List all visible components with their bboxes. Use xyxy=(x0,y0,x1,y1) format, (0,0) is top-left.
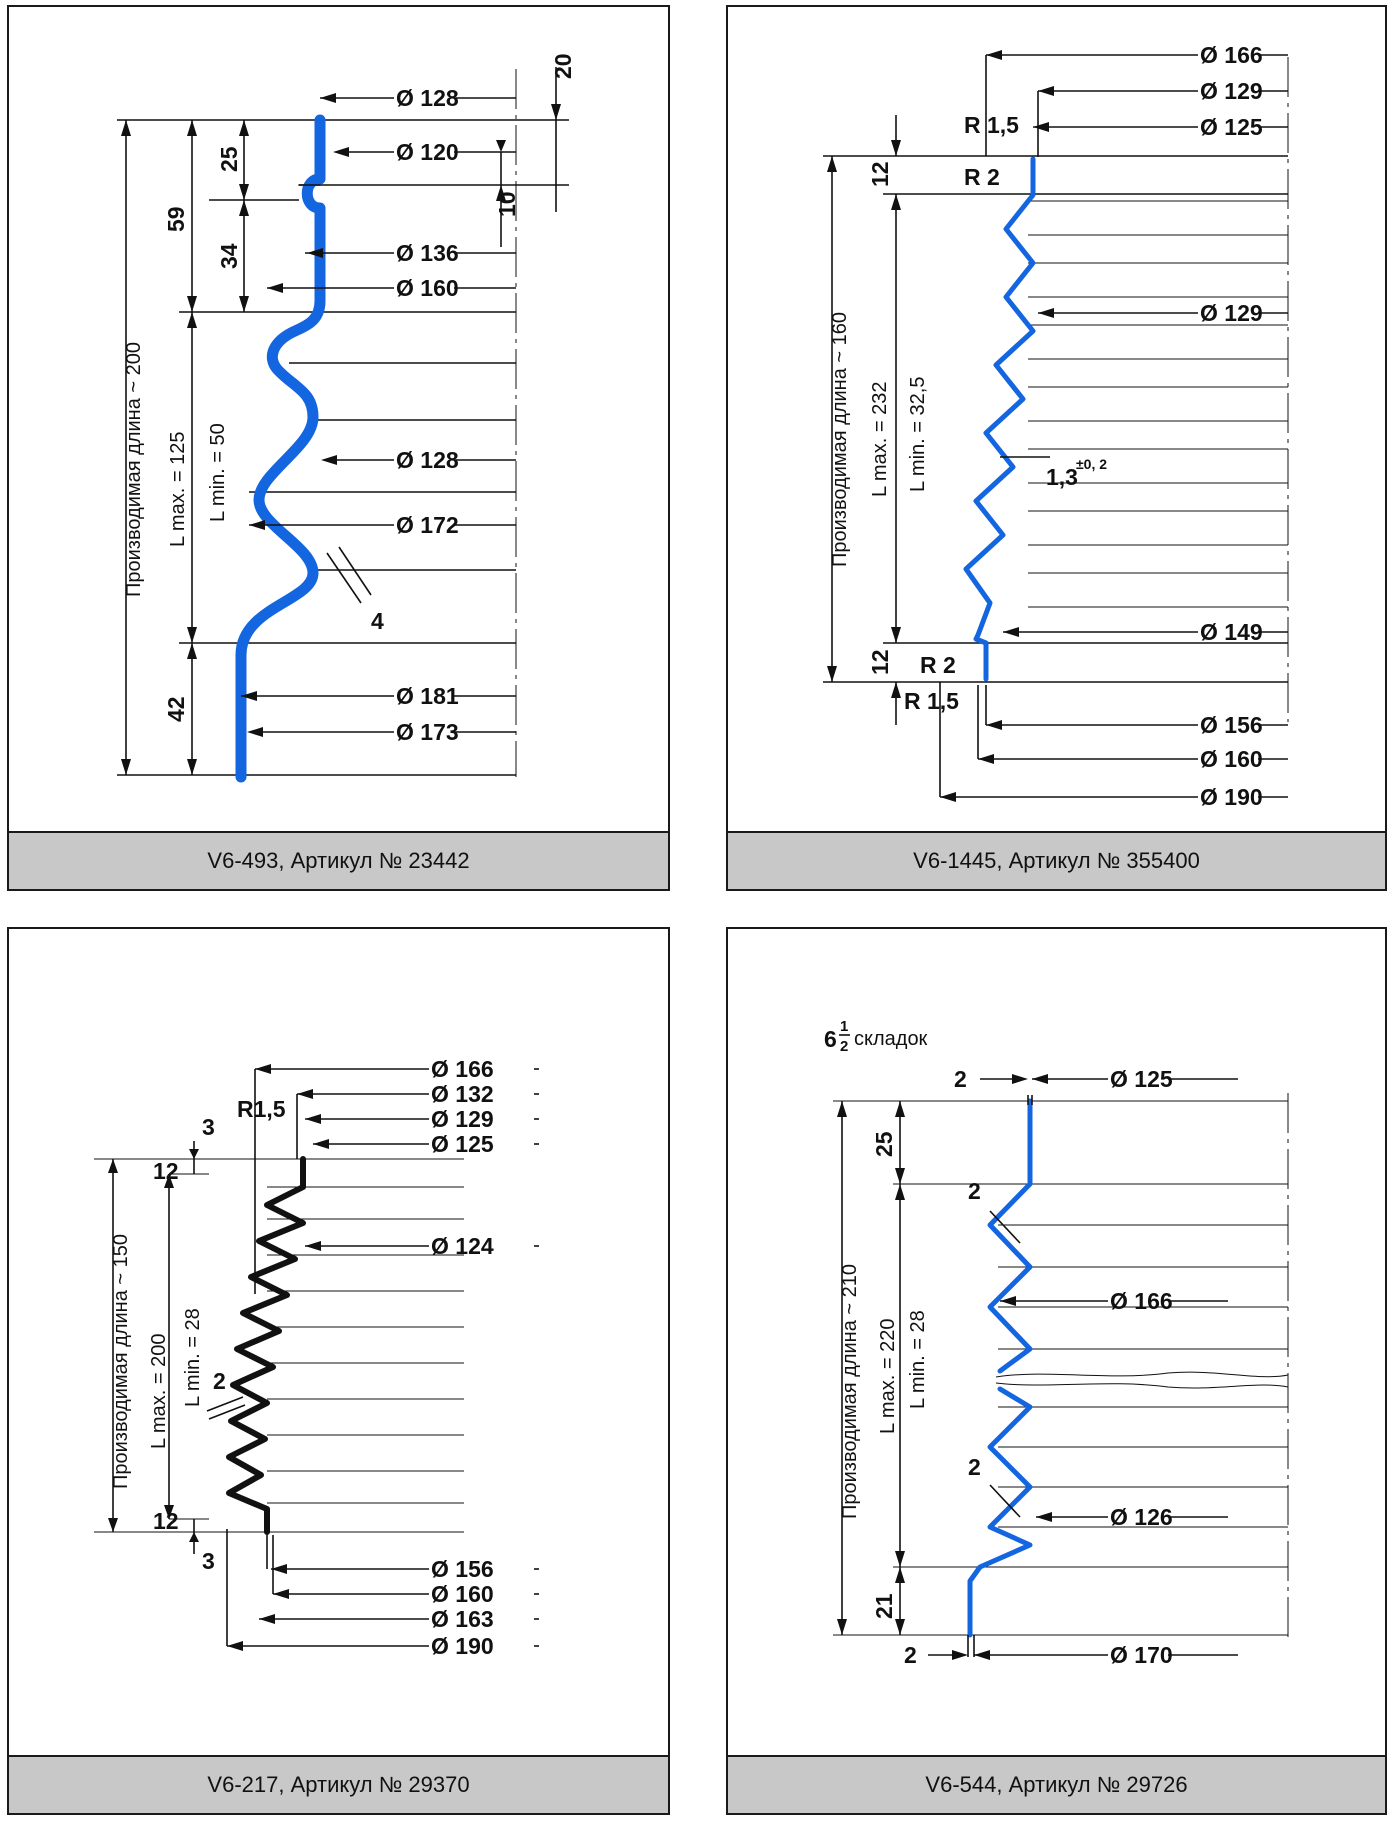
dim-d166: Ø 166 xyxy=(1110,1288,1173,1314)
wall-2-top: 2 xyxy=(954,1066,967,1092)
dim-d163: Ø 163 xyxy=(431,1606,494,1632)
dim-v12-bottom: 12 xyxy=(867,649,893,675)
bellows-drawing xyxy=(9,929,668,1757)
radius-1-5: R1,5 xyxy=(237,1096,286,1122)
dim-v59: 59 xyxy=(163,206,189,232)
dim-v3-bottom: 3 xyxy=(202,1548,215,1574)
dim-d172: Ø 172 xyxy=(396,512,459,538)
lmin-label: L min. = 28 xyxy=(182,1308,204,1407)
dim-v3-top: 3 xyxy=(202,1114,215,1140)
panel-caption: V6-217, Артикул № 29370 xyxy=(9,1755,668,1813)
svg-text:складок: складок xyxy=(854,1028,928,1050)
dim-v42: 42 xyxy=(163,696,189,722)
radius-1-5-bottom: R 1,5 xyxy=(904,688,959,714)
dim-thickness-4: 4 xyxy=(371,608,384,634)
dim-d181: Ø 181 xyxy=(396,683,459,709)
dim-v21: 21 xyxy=(871,1593,897,1619)
dim-v25: 25 xyxy=(216,146,242,172)
bellows-drawing xyxy=(728,929,1385,1757)
dim-d124: Ø 124 xyxy=(431,1233,494,1259)
svg-text:2: 2 xyxy=(840,1038,849,1055)
drawing-panel-v6-1445 xyxy=(726,5,1387,891)
dim-d120: Ø 120 xyxy=(396,139,459,165)
dim-d129-top: Ø 129 xyxy=(1200,78,1263,104)
dim-v10: 10 xyxy=(494,191,520,217)
drawing-panel-v6-217 xyxy=(7,927,670,1815)
dim-d128-mid: Ø 128 xyxy=(396,447,459,473)
dim-v20: 20 xyxy=(550,53,576,79)
dim-v12-bottom: 12 xyxy=(153,1508,179,1534)
dim-d170: Ø 170 xyxy=(1110,1642,1173,1668)
dim-d129-mid: Ø 129 xyxy=(1200,300,1263,326)
lmax-label: L max. = 125 xyxy=(167,431,189,547)
dim-v12-top: 12 xyxy=(153,1158,179,1184)
produced-length-label: Производимая длина ~ 210 xyxy=(839,1264,861,1519)
bellows-drawing xyxy=(9,7,668,833)
dim-d160: Ø 160 xyxy=(1200,746,1263,772)
dim-d126: Ø 126 xyxy=(1110,1504,1173,1530)
panel-caption: V6-493, Артикул № 23442 xyxy=(9,831,668,889)
produced-length-label: Производимая длина ~ 150 xyxy=(110,1234,132,1489)
dim-d173: Ø 173 xyxy=(396,719,459,745)
produced-length-label: Производимая длина ~ 200 xyxy=(123,342,145,597)
dim-d160: Ø 160 xyxy=(431,1581,494,1607)
svg-text:1: 1 xyxy=(840,1018,849,1035)
thickness-tolerance: ±0, 2 xyxy=(1076,456,1108,472)
drawing-panel-v6-544 xyxy=(726,927,1387,1815)
wall-2-upper: 2 xyxy=(968,1178,981,1204)
panel-caption: V6-544, Артикул № 29726 xyxy=(728,1755,1385,1813)
lmin-label: L min. = 50 xyxy=(207,423,229,522)
lmin-label: L min. = 28 xyxy=(907,1310,929,1409)
dim-d136: Ø 136 xyxy=(396,240,459,266)
dim-d160: Ø 160 xyxy=(396,275,459,301)
dim-d129: Ø 129 xyxy=(431,1106,494,1132)
svg-text:6: 6 xyxy=(824,1026,837,1052)
bellows-drawing xyxy=(728,7,1385,833)
radius-2-top: R 2 xyxy=(964,164,1000,190)
radius-2-bottom: R 2 xyxy=(920,652,956,678)
drawing-panel-v6-493 xyxy=(7,5,670,891)
wall-thickness: 1,3 xyxy=(1046,464,1078,490)
wall-2-bottom: 2 xyxy=(904,1642,917,1668)
produced-length-label: Производимая длина ~ 160 xyxy=(829,312,851,567)
fold-count-note xyxy=(824,1018,928,1055)
lmax-label: L max. = 220 xyxy=(877,1318,899,1434)
lmax-label: L max. = 200 xyxy=(148,1333,170,1449)
dim-d125: Ø 125 xyxy=(1200,114,1263,140)
dim-v12-top: 12 xyxy=(867,161,893,187)
dim-d190: Ø 190 xyxy=(431,1633,494,1659)
dim-d156: Ø 156 xyxy=(1200,712,1263,738)
dim-d128-top: Ø 128 xyxy=(396,85,459,111)
dim-d149: Ø 149 xyxy=(1200,619,1263,645)
lmax-label: L max. = 232 xyxy=(869,381,891,497)
panel-caption: V6-1445, Артикул № 355400 xyxy=(728,831,1385,889)
wall-2-lower: 2 xyxy=(968,1454,981,1480)
dim-d156: Ø 156 xyxy=(431,1556,494,1582)
dim-v25: 25 xyxy=(871,1131,897,1157)
dim-d166: Ø 166 xyxy=(431,1056,494,1082)
dim-v34: 34 xyxy=(216,243,242,269)
dim-d190: Ø 190 xyxy=(1200,784,1263,810)
dim-d132: Ø 132 xyxy=(431,1081,494,1107)
dim-d125: Ø 125 xyxy=(431,1131,494,1157)
wall-thickness-2: 2 xyxy=(213,1368,226,1394)
lmin-label: L min. = 32,5 xyxy=(907,376,929,492)
dim-d166: Ø 166 xyxy=(1200,42,1263,68)
radius-1-5-top: R 1,5 xyxy=(964,112,1019,138)
dim-d125: Ø 125 xyxy=(1110,1066,1173,1092)
